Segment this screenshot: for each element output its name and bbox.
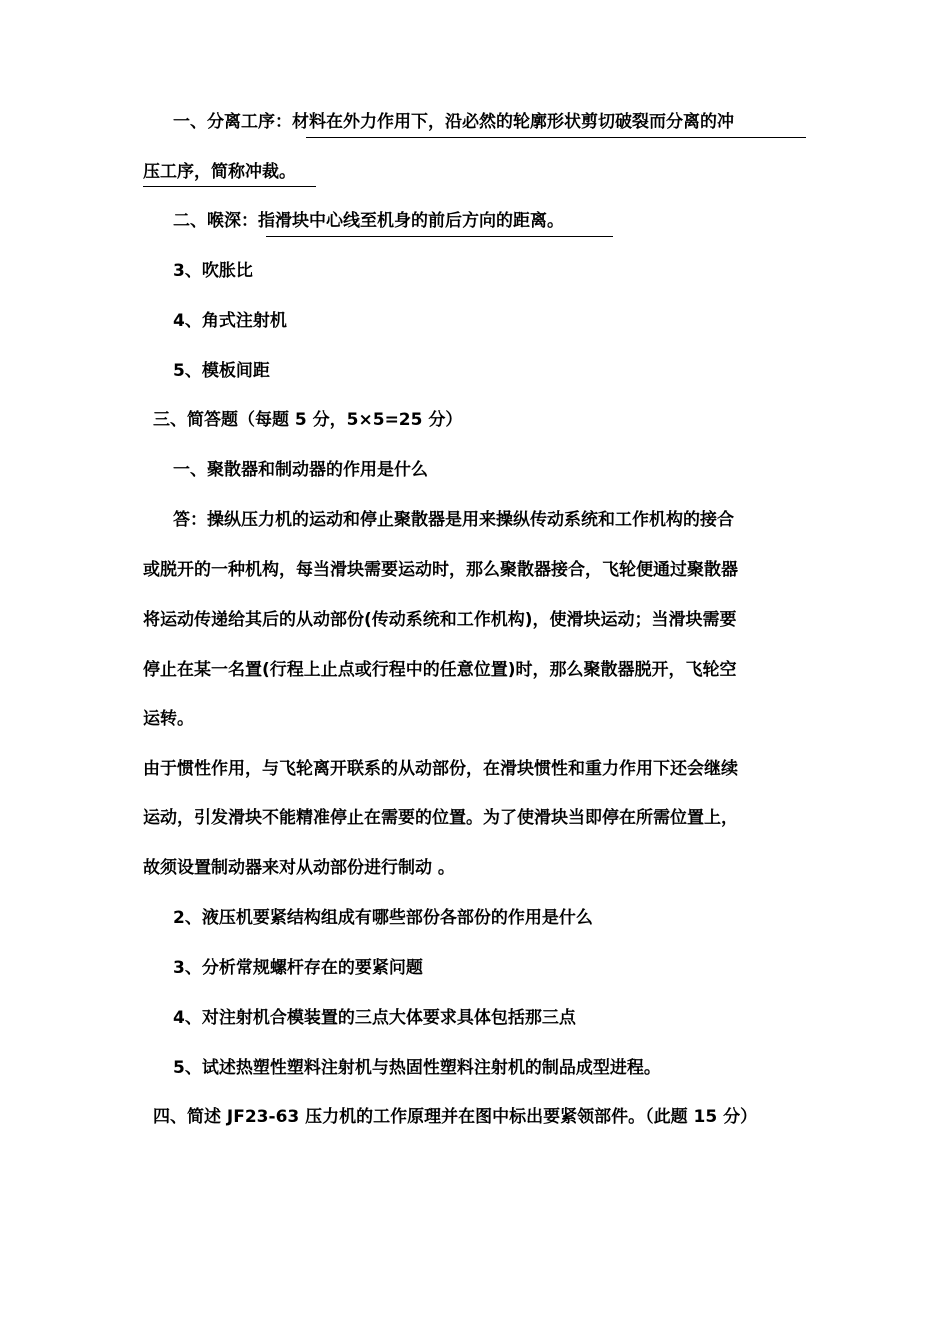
item-3: 3、吹胀比 [173,261,253,281]
item-4: 4、角式注射机 [173,311,287,331]
section-4-title: 四、简述 JF23-63 压力机的工作原理并在图中标出要紧领部件。（此题 15 分） [153,1107,758,1127]
definition-1-underline-2 [143,186,316,187]
definition-1-answer-part-2: 压工序，简称冲裁。 [143,162,296,182]
definition-1-underline-1 [306,137,806,138]
definition-2-line [173,207,815,235]
answer-line-8: 故须设置制动器来对从动部份进行制动 。 [143,858,455,878]
definition-1-line-1 [173,108,815,136]
answer-line-2: 或脱开的一种机构，每当滑块需要运动时，那么聚散器接合，飞轮便通过聚散器 [143,560,738,580]
answer-line-4: 停止在某一名置(行程上止点或行程中的任意位置)时，那么聚散器脱开，飞轮空 [143,660,737,680]
answer-line-6: 由于惯性作用，与飞轮离开联系的从动部份，在滑块惯性和重力作用下还会继续 [143,759,738,779]
answer-line-5: 运转。 [143,709,194,729]
answer-line-1: 答：操纵压力机的运动和停止聚散器是用来操纵传动系统和工作机构的接合 [173,510,734,530]
definition-1-term: 一、分离工序： [173,112,292,132]
question-5: 5、试述热塑性塑料注射机与热固性塑料注射机的制品成型进程。 [173,1058,661,1078]
definition-2-term: 二、喉深： [173,211,258,231]
question-1: 一、聚散器和制动器的作用是什么 [173,460,428,480]
definition-2-answer: 指滑块中心线至机身的前后方向的距离。 [258,211,564,231]
definition-2-underline [266,236,613,237]
answer-line-3: 将运动传递给其后的从动部份(传动系统和工作机构)，使滑块运动；当滑块需要 [143,610,737,630]
definition-1-line-2 [143,158,815,186]
question-2: 2、液压机要紧结构组成有哪些部份各部份的作用是什么 [173,908,593,928]
item-5: 5、模板间距 [173,361,270,381]
question-4: 4、对注射机合模装置的三点大体要求具体包括那三点 [173,1008,576,1028]
question-3: 3、分析常规螺杆存在的要紧问题 [173,958,423,978]
answer-line-7: 运动，引发滑块不能精准停止在需要的位置。为了使滑块当即停在所需位置上， [143,808,738,828]
definition-1-answer-part-1: 材料在外力作用下，沿必然的轮廓形状剪切破裂而分离的冲 [292,112,734,132]
section-3-title: 三、简答题（每题 5 分，5×5=25 分） [153,410,463,430]
